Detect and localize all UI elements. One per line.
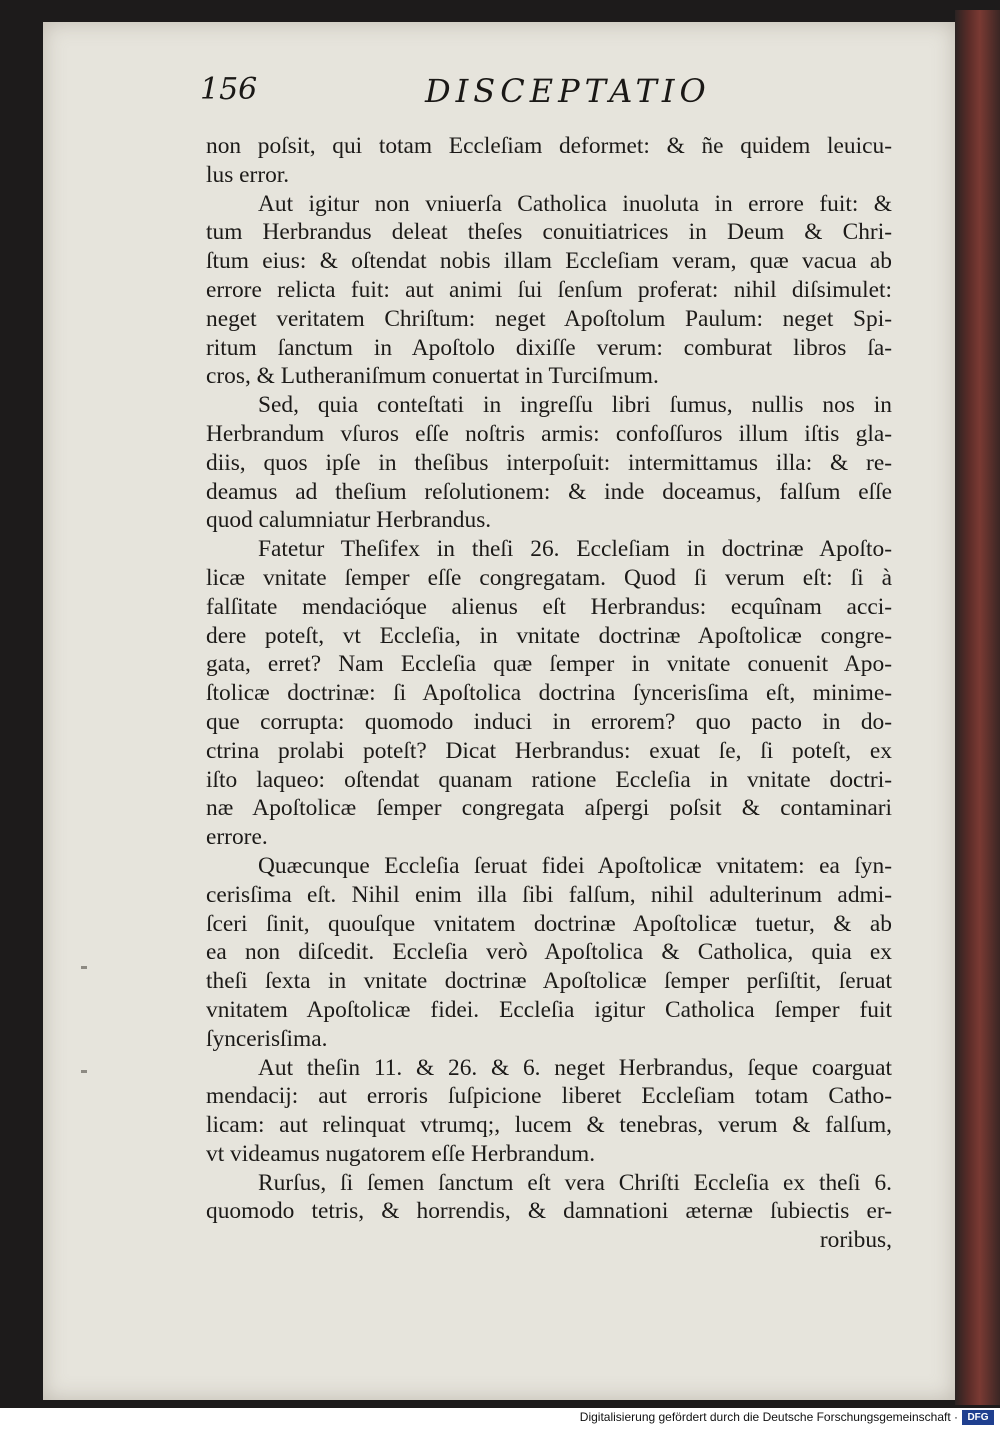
book-cover-edge [955,10,1000,1405]
text-line: errore relicta fuit: aut animi ſui ſenſum proferat: nihil diſsimulet: [206,276,892,303]
text-line: falſitate mendacióque alienus eſt Herbrandus: ecquînam acci- [206,593,892,620]
text-line: roribus, [819,1227,892,1254]
text-line: vnitatem Apoſtolicæ fidei. Eccleſia igitur Catholica ſemper fuit [206,996,892,1023]
text-line: quod calumniatur Herbrandus. [206,507,492,534]
text-line: gata, erret? Nam Eccleſia quæ ſemper in vnitate conuenit Apo- [206,651,892,678]
text-line: Fatetur Theſifex in theſi 26. Eccleſiam in doctrinæ Apoſto- [258,536,892,563]
text-line: cros, & Lutheraniſmum conuertat in Turciſmum. [206,363,659,390]
text-line: errore. [206,824,268,851]
text-line: cerisſima eſt. Nihil enim illa ſibi falſum, nihil adulterinum admi- [206,881,892,908]
margin-mark [81,966,87,969]
text-line: que corrupta: quomodo induci in errorem? quo pacto in do- [206,708,892,735]
text-line: mendacij: aut erroris ſuſpicione liberet Eccleſiam totam Catho- [206,1083,892,1110]
footer-bar [0,1408,1000,1429]
text-line: neget veritatem Chriſtum: neget Apoſtolum Paulum: neget Spi- [206,305,892,332]
text-line: Sed, quia conteſtati in ingreſſu libri ſumus, nullis nos in [258,392,892,419]
text-line: ctrina prolabi poteſt? Dicat Herbrandus: exuat ſe, ſi poteſt, ex [206,737,892,764]
text-line: theſi ſexta in vnitate doctrinæ Apoſtolicæ ſemper perſiſtit, ſeruat [206,968,892,995]
text-line: tum Herbrandus deleat theſes conuitiatrices in Deum & Chri- [206,219,892,246]
page-number: 156 [200,72,258,107]
text-line: ſceri ſinit, quouſque vnitatem doctrinæ Apoſtolicæ tuetur, & ab [206,910,892,937]
text-line: ea non diſcedit. Eccleſia verò Apoſtolica & Catholica, quia ex [206,939,892,966]
text-line: næ Apoſtolicæ ſemper congregata aſpergi poſsit & contaminari [206,795,892,822]
margin-mark [81,1070,87,1073]
text-line: Rurſus, ſi ſemen ſanctum eſt vera Chriſti Eccleſia ex theſi 6. [258,1169,892,1196]
funding-note: Digitalisierung gefördert durch die Deutsche Forschungsgemeinschaft · [579,1410,958,1424]
text-line: licæ vnitate ſemper eſſe congregatam. Quod ſi verum eſt: ſi à [206,564,892,591]
text-line: non poſsit, qui totam Eccleſiam deformet: & ñe quidem leuicu- [206,133,892,159]
text-line: licam: aut relinquat vtrumq;, lucem & tenebras, verum & falſum, [206,1112,892,1139]
running-head [200,72,900,122]
text-line: ſyncerisſima. [206,1025,328,1052]
text-line: ritum ſanctum in Apoſtolo dixiſſe verum: comburat libros ſa- [206,334,892,361]
text-line: Quæcunque Eccleſia ſeruat fidei Apoſtolicæ vnitatem: ea ſyn- [258,852,892,879]
text-line: Aut theſin 11. & 26. & 6. neget Herbrandus, ſeque coarguat [258,1054,892,1081]
running-title: DISCEPTATIO [425,72,711,110]
text-line: vt videamus nugatorem eſſe Herbrandum. [206,1140,596,1167]
body-text [206,132,892,1255]
text-line: Herbrandum vſuros eſſe noſtris armis: confoſſuros illum iſtis gla- [206,420,892,447]
text-line: diis, quos ipſe in theſibus interpoſuit: intermittamus illa: & re- [206,449,892,476]
text-line: quomodo tetris, & horrendis, & damnationi æternæ ſubiectis er- [206,1198,892,1225]
text-line: ſtolicæ doctrinæ: ſi Apoſtolica doctrina ſyncerisſima eſt, minime- [206,680,892,707]
text-line: ſtum eius: & oſtendat nobis illam Eccleſiam veram, quæ vacua ab [206,248,892,275]
text-line: dere poteſt, vt Eccleſia, in vnitate doctrinæ Apoſtolicæ congre- [206,622,892,649]
text-line: Aut igitur non vniuerſa Catholica inuoluta in errore fuit: & [258,190,892,217]
dfg-logo-icon: DFG [962,1410,994,1425]
text-line: lus error. [206,161,290,188]
text-line: iſto laqueo: oſtendat quanam ratione Eccleſia in vnitate doctri- [206,766,892,793]
text-line: deamus ad theſium reſolutionem: & inde doceamus, falſum eſſe [206,478,892,505]
